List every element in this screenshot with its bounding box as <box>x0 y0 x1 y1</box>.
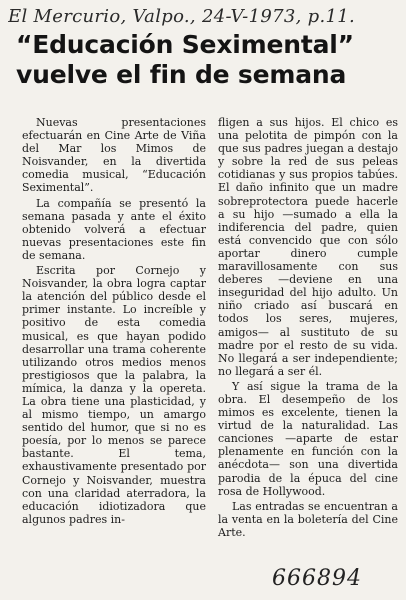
article-paragraph: Y así sigue la trama de la obra. El desempeño de los mimos es excelente, tienen la virtud de la naturalidad. Las canciones —aparte de estar plenamente en función con la anécdota— son una divertida parodia de la épuca del cine rosa de Hollywood. <box>218 379 398 498</box>
headline-line-1: “Educación Seximental” <box>16 30 354 59</box>
article-paragraph: La compañía se presentó la semana pasada y ante el éxito obtenido volverá a efectuar nuevas presentaciones este fin de semana. <box>22 196 206 262</box>
article-column-right <box>218 116 398 541</box>
article-paragraph-continued: fligen a sus hijos. El chico es una pelotita de pimpón con la que sus padres juegan a destajo y sobre la red de sus peleas cotidianas y sus propios tabúes. El daño infinito que un madre sobreprotectora puede hacerle a su hijo —sumado a ella la indiferencia del padre, quien está convencido que con sólo aportar dinero cumple maravillosamente con sus deberes —deviene en una inseguridad del hijo adulto. Un niño criado así buscará en todos los seres, mujeres, amigos— al sustituto de su madre por el resto de su vida. No llegará a ser independiente; no llegará a ser él. <box>218 116 398 378</box>
handwritten-source-note: El Mercurio, Valpo., 24-V-1973, p.11. <box>8 6 355 27</box>
article-paragraph: Escrita por Cornejo y Noisvander, la obra logra captar la atención del público desde el primer instante. Lo increíble y positivo de esta comedia musical, es que hayan podido desarrollar una trama coherente utilizando otros medios menos prestigiosos que la palabra, la mímica, la danza y la opereta. La obra tiene una plasticidad, y al mismo tiempo, un amargo sentido del humor, que si no es poesía, por lo menos se parece bastante. El tema, exhaustivamente presentado por Cornejo y Noisvander, muestra con una claridad aterradora, la educación idiotizadora que algunos padres in- <box>22 264 206 526</box>
article-column-left <box>22 116 206 528</box>
article-paragraph: Las entradas se encuentran a la venta en la boletería del Cine Arte. <box>218 499 398 539</box>
handwritten-catalog-number: 666894 <box>272 566 362 591</box>
headline-line-2: vuelve el fin de semana <box>16 60 347 89</box>
article-headline <box>16 30 396 90</box>
article-paragraph: Nuevas presentaciones efectuarán en Cine Arte de Viña del Mar los Mimos de Noisvander, en la divertida comedia musical, “Educación Seximental”. <box>22 116 206 195</box>
